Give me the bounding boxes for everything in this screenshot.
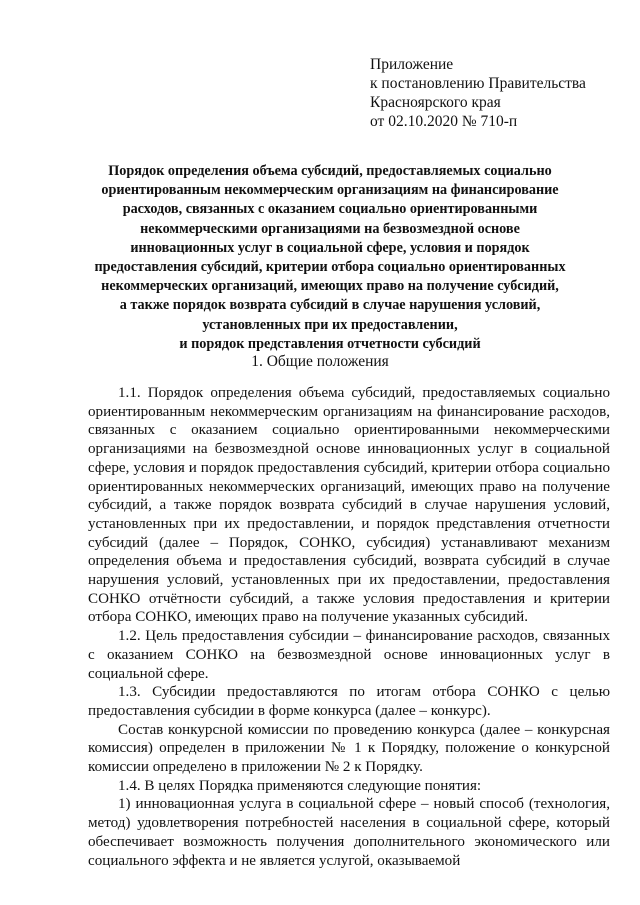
document-body [88, 384, 610, 870]
title-line: установленных при их предоставлении, [202, 316, 458, 333]
paragraph: 1.1. Порядок определения объема субсидий, предоставляемых социально ориентированным некоммерческим организациям на финансирование расходов, связанных с оказанием социально ориентированными некоммерческими организациями на безвозмездной основе инновационных услуг в социальной сфере, условия и порядок предоставления субсидий, критерии отбора социально ориентированных некоммерческих организаций, имеющих право на получение субсидий, а также порядок возврата субсидий в случае нарушения условий, установленных при их предоставлении, и порядок представления отчетности субсидий (далее – Порядок, СОНКО, субсидия) устанавливают механизм определения объема и предоставления субсидий, возврата субсидий в случае нарушения условий, установленных при их предоставлении, предоставления СОНКО отчётности субсидий, а также условия предоставления и критерии отбора СОНКО, имеющих право на получение указанных субсидий. [88, 385, 610, 626]
title-line: а также порядок возврата субсидий в случае нарушения условий, [119, 297, 541, 314]
appendix-line: Красноярского края [370, 94, 501, 111]
document-title [60, 162, 600, 354]
paragraph: 1) инновационная услуга в социальной сфере – новый способ (технология, метод) удовлетворения потребностей населения в социальной сфере, который обеспечивает возможность получения дополнительного экономического или социального эффекта и не является услугой, оказываемой [88, 796, 610, 869]
appendix-block [370, 55, 630, 131]
paragraph: 1.3. Субсидии предоставляются по итогам отбора СОНКО с целью предоставления субсидии в форме конкурса (далее – конкурс). [88, 684, 610, 719]
title-line: расходов, связанных с оказанием социально ориентированными [122, 201, 538, 218]
appendix-line: к постановлению Правительства [370, 75, 586, 92]
title-line: инновационных услуг в социальной сфере, условия и порядок [130, 239, 530, 256]
title-line: некоммерческими организациями на безвозмездной основе [140, 220, 520, 237]
appendix-line: Приложение [370, 56, 454, 73]
appendix-line: от 02.10.2020 № 710-п [370, 113, 518, 130]
paragraph: 1.4. В целях Порядка применяются следующие понятия: [118, 777, 482, 794]
title-line: Порядок определения объема субсидий, предоставляемых социально [108, 163, 552, 179]
title-line: некоммерческих организаций, имеющих право на получение субсидий, [101, 278, 559, 295]
section-heading: 1. Общие положения [251, 353, 389, 370]
title-line: предоставления субсидий, критерии отбора социально ориентированных [94, 259, 566, 276]
paragraph: Состав конкурсной комиссии по проведению конкурса (далее – конкурсная комиссия) определен в приложении № 1 к Порядку, положение о конкурсной комиссии определено в приложении № 2 к Порядку. [88, 721, 610, 776]
title-line: и порядок представления отчетности субсидий [179, 335, 481, 352]
title-line: ориентированным некоммерческим организациям на финансирование [101, 182, 559, 199]
paragraph: 1.2. Цель предоставления субсидии – финансирование расходов, связанных с оказанием СОНКО на безвозмездной основе инновационных услуг в социальной сфере. [88, 628, 610, 682]
